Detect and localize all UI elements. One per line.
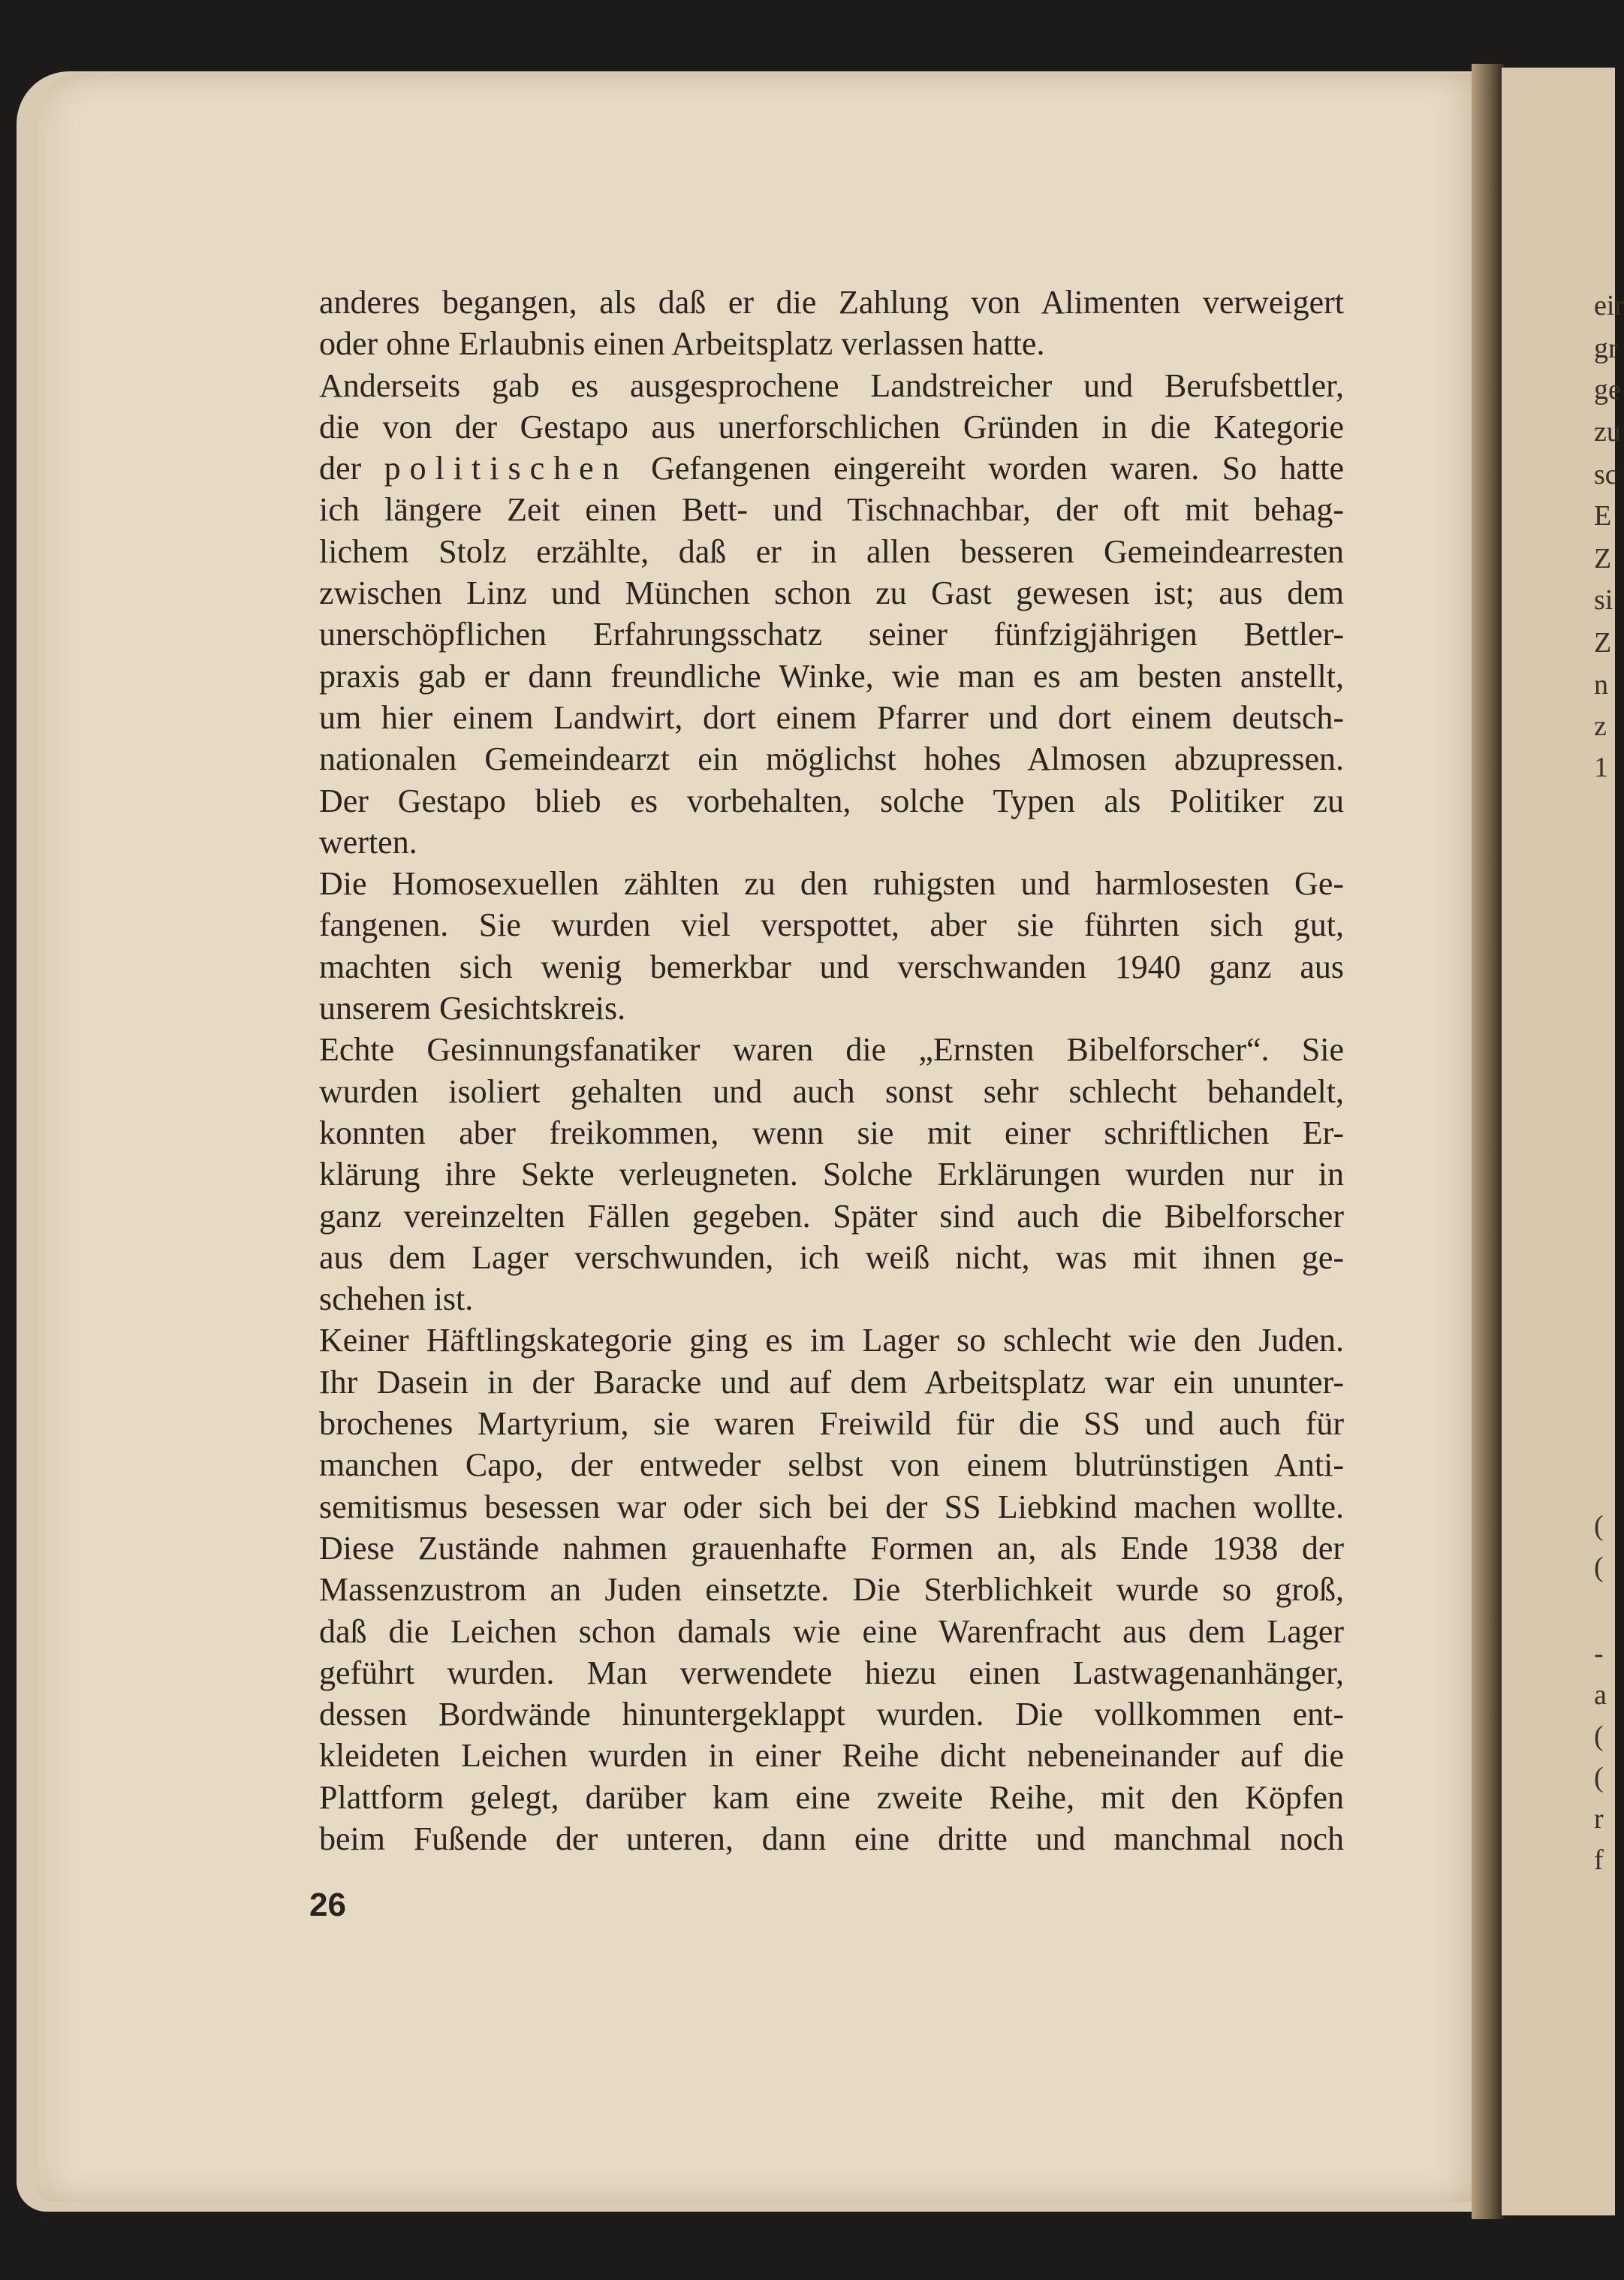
text-line: brochenes Martyrium, sie waren Freiwild für die SS und auch für [319,1405,1344,1443]
next-page-fragment: ( [1594,1762,1604,1793]
spaced-emphasis: politischen [384,450,628,487]
text-line: oder ohne Erlaubnis einen Arbeitsplatz verlassen hatte. [319,325,1045,363]
text-line: Anderseits gab es ausgesprochene Landstreicher und Berufsbettler, [319,366,1344,404]
next-page-fragment: ( [1594,1510,1604,1542]
text-line: werten. [319,823,417,861]
text-line: ich längere Zeit einen Bett- und Tischnachbar, der oft mit behag- [319,491,1344,529]
text-line: schehen ist. [319,1280,474,1318]
next-page-fragment: sc [1594,459,1618,490]
text-line: unerschöpflichen Erfahrungsschatz seiner fünfzigjährigen Bettler- [319,616,1344,653]
page-number: 26 [309,1886,346,1923]
text-line: kleideten Leichen wurden in einer Reihe dicht nebeneinander auf die [319,1737,1344,1775]
text-line: Keiner Häftlingskategorie ging es im Lager so schlecht wie den Juden. [319,1322,1344,1359]
text-line: Die Homosexuellen zählten zu den ruhigsten und harmlosesten Ge- [319,865,1344,903]
text-line: lichem Stolz erzählte, daß er in allen besseren Gemeindearresten [319,532,1344,570]
text-line: aus dem Lager verschwunden, ich weiß nicht, was mit ihnen ge- [319,1238,1344,1276]
book-spine [1472,64,1505,2219]
text-line: konnten aber freikommen, wenn sie mit einer schriftlichen Er- [319,1114,1344,1151]
text-line: praxis gab er dann freundliche Winke, wie man es am besten anstellt, [319,657,1344,695]
text-line: machten sich wenig bemerkbar und verschwanden 1940 ganz aus [319,948,1344,985]
next-page-fragment: si [1594,584,1613,616]
next-page-fragment: ( [1594,1552,1604,1583]
next-page-fragment: eir [1594,290,1624,321]
body-text [319,282,1344,1859]
text-line: anderes begangen, als daß er die Zahlung von Alimenten verweigert [319,284,1344,321]
text-line: klärung ihre Sekte verleugneten. Solche Erklärungen wurden nur in [319,1156,1344,1193]
next-page-fragment: Z [1594,627,1612,659]
next-page-fragment: gr [1594,333,1618,364]
text-line: Plattform gelegt, darüber kam eine zweite Reihe, mit den Köpfen [319,1778,1344,1816]
next-page-fragment: f [1594,1844,1604,1876]
text-line: zwischen Linz und München schon zu Gast gewesen ist; aus dem [319,575,1344,612]
text-line: ganz vereinzelten Fällen gegeben. Später sind auch die Bibelforscher [319,1197,1344,1235]
text-line: wurden isoliert gehalten und auch sonst sehr schlecht behandelt, [319,1072,1344,1110]
text-line: die von der Gestapo aus unerforschlichen Gründen in die Kategorie [319,408,1344,445]
next-page-fragment: 1 [1594,752,1608,783]
text-line: unserem Gesichtskreis. [319,990,626,1027]
text-line: Diese Zustände nahmen grauenhafte Formen an, als Ende 1938 der [319,1529,1344,1567]
text-line: Echte Gesinnungsfanatiker waren die „Ernsten Bibelforscher“. Sie [319,1031,1344,1069]
text-line: Ihr Dasein in der Baracke und auf dem Arbeitsplatz war ein ununter- [319,1363,1344,1401]
text-line: semitismus besessen war oder sich bei der SS Liebkind machen wollte. [319,1488,1344,1525]
next-page-fragment: ge [1594,374,1621,406]
text-line-emphasis: der politischen Gefangenen eingereiht worden waren. So hatte [319,450,1344,487]
text-line: Der Gestapo blieb es vorbehalten, solche Typen als Politiker zu [319,782,1344,819]
text-line: um hier einem Landwirt, dort einem Pfarrer und dort einem deutsch- [319,698,1344,736]
text-line: dessen Bordwände hinuntergeklappt wurden. Die vollkommen ent- [319,1696,1344,1733]
next-page-fragment: - [1594,1638,1604,1669]
text-line: nationalen Gemeindearzt ein möglichst hohes Almosen abzupressen. [319,740,1344,778]
next-page-fragment: Z [1594,543,1612,575]
next-page-fragment: z [1594,710,1607,742]
text-line: daß die Leichen schon damals wie eine Warenfracht aus dem Lager [319,1612,1344,1650]
text-line: beim Fußende der unteren, dann eine dritte und manchmal noch [319,1820,1344,1857]
next-page-fragment: ( [1594,1721,1604,1752]
text-line: geführt wurden. Man verwendete hiezu einen Lastwagenanhänger, [319,1654,1344,1691]
text-line: manchen Capo, der entweder selbst von einem blutrünstigen Anti- [319,1446,1344,1484]
next-page-fragment: r [1594,1803,1604,1835]
next-page-fragment: E [1594,500,1612,532]
text-line: fangenen. Sie wurden viel verspottet, aber sie führten sich gut, [319,906,1344,944]
next-page-fragment: zu [1594,416,1621,448]
next-page-fragment: a [1594,1679,1607,1711]
next-page-fragment: n [1594,669,1608,701]
text-line: Massenzustrom an Juden einsetzte. Die Sterblichkeit wurde so groß, [319,1571,1344,1609]
